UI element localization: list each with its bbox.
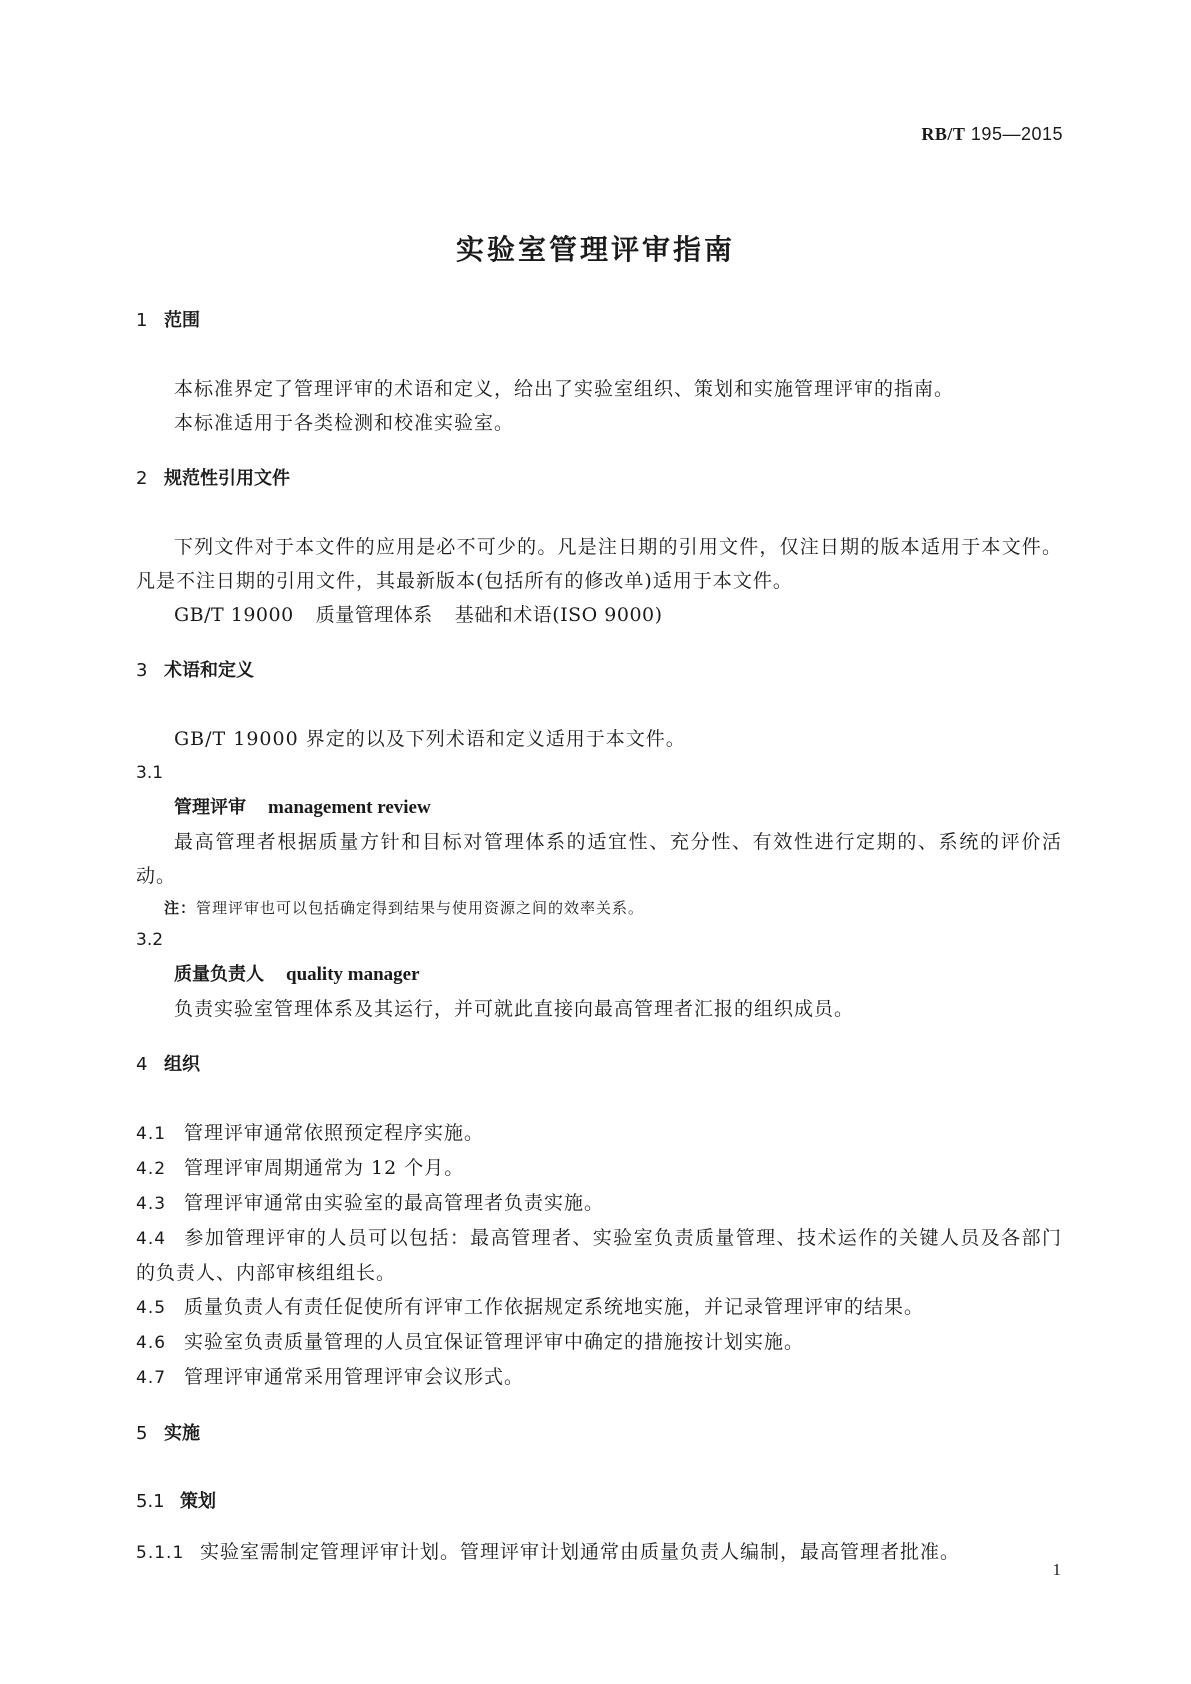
paragraph: 下列文件对于本文件的应用是必不可少的。凡是注日期的引用文件，仅注日期的版本适用于本文件。凡是不注日期的引用文件，其最新版本(包括所有的修改单)适用于本文件。: [136, 536, 1062, 592]
document-body: [136, 304, 1062, 1570]
normative-reference: [136, 598, 1062, 632]
term-number: 3.2: [136, 930, 164, 950]
clause: [136, 1290, 1062, 1325]
section-number: 2: [136, 468, 148, 489]
clause-number: 4.3: [136, 1194, 167, 1214]
paragraph: 本标准适用于各类检测和校准实验室。: [174, 412, 515, 434]
reference-subtitle: 基础和术语(ISO 9000): [454, 604, 663, 626]
standard-code: [921, 124, 1063, 145]
standard-code-prefix: RB/T: [921, 124, 966, 144]
term-heading: [136, 957, 1062, 992]
term-chinese: 质量负责人: [174, 964, 264, 985]
section-title: 范围: [164, 310, 200, 331]
section-2-heading: [136, 462, 1062, 496]
clause-number: 5.1.1: [136, 1543, 185, 1563]
clause: [136, 1535, 1062, 1570]
reference-code: GB/T 19000: [174, 604, 294, 626]
clause-number: 4.6: [136, 1333, 167, 1353]
clause: [136, 1186, 1062, 1221]
clause-text: 质量负责人有责任促使所有评审工作依据规定系统地实施，并记录管理评审的结果。: [184, 1296, 925, 1318]
term-number: 3.1: [136, 763, 164, 783]
clause-text: 管理评审通常采用管理评审会议形式。: [184, 1366, 525, 1388]
clause-number: 4.5: [136, 1298, 167, 1318]
term-definition: 负责实验室管理体系及其运行，并可就此直接向最高管理者汇报的组织成员。: [174, 998, 855, 1020]
section-title: 组织: [164, 1054, 200, 1075]
clause-text: 参加管理评审的人员可以包括：最高管理者、实验室负责质量管理、技术运作的关键人员及各部门的负责人、内部审核组组长。: [136, 1227, 1062, 1284]
section-number: 1: [136, 310, 148, 331]
section-number: 3: [136, 660, 148, 681]
term-note: [136, 893, 1062, 923]
reference-title: 质量管理体系: [315, 604, 433, 626]
term-chinese: 管理评审: [174, 797, 246, 818]
section-3-heading: [136, 654, 1062, 688]
clause: [136, 1151, 1062, 1186]
section-1-heading: [136, 304, 1062, 338]
section-title: 实施: [164, 1423, 200, 1444]
paragraph: 本标准界定了管理评审的术语和定义，给出了实验室组织、策划和实施管理评审的指南。: [174, 378, 955, 400]
section-4-heading: [136, 1048, 1062, 1082]
clause: [136, 1360, 1062, 1395]
term-definition: 最高管理者根据质量方针和目标对管理体系的适宜性、充分性、有效性进行定期的、系统的评价活动。: [136, 831, 1062, 887]
section-title: 规范性引用文件: [164, 468, 290, 489]
clause-text: 实验室需制定管理评审计划。管理评审计划通常由质量负责人编制，最高管理者批准。: [200, 1541, 961, 1563]
clause-text: 管理评审通常依照预定程序实施。: [184, 1122, 485, 1144]
section-number: 5: [136, 1423, 148, 1444]
clause-number: 4.1: [136, 1124, 167, 1144]
clause: [136, 1116, 1062, 1151]
clause-text: 管理评审通常由实验室的最高管理者负责实施。: [184, 1192, 605, 1214]
term-english: quality manager: [286, 964, 420, 985]
page-number: 1: [1052, 1560, 1061, 1579]
document-title: 实验室管理评审指南: [455, 233, 735, 266]
section-number: 4: [136, 1054, 148, 1075]
term-english: management review: [268, 797, 431, 818]
standard-code-number: 195—2015: [970, 124, 1063, 144]
clause-text: 实验室负责质量管理的人员宜保证管理评审中确定的措施按计划实施。: [184, 1331, 805, 1353]
note-label: 注：: [164, 899, 197, 917]
clause: [136, 1325, 1062, 1360]
clause: [136, 1221, 1062, 1290]
clause-number: 4.7: [136, 1368, 167, 1388]
section-title: 术语和定义: [164, 660, 254, 681]
clause-text: 管理评审周期通常为 12 个月。: [184, 1157, 465, 1179]
subsection-5-1-heading: [136, 1485, 1062, 1519]
section-5-heading: [136, 1417, 1062, 1451]
paragraph: GB/T 19000 界定的以及下列术语和定义适用于本文件。: [174, 728, 686, 750]
clause-number: 4.4: [136, 1229, 167, 1249]
term-heading: [136, 790, 1062, 825]
note-text: 管理评审也可以包括确定得到结果与使用资源之间的效率关系。: [196, 899, 645, 917]
subsection-title: 策划: [180, 1491, 216, 1512]
subsection-number: 5.1: [136, 1491, 165, 1512]
clause-number: 4.2: [136, 1159, 167, 1179]
